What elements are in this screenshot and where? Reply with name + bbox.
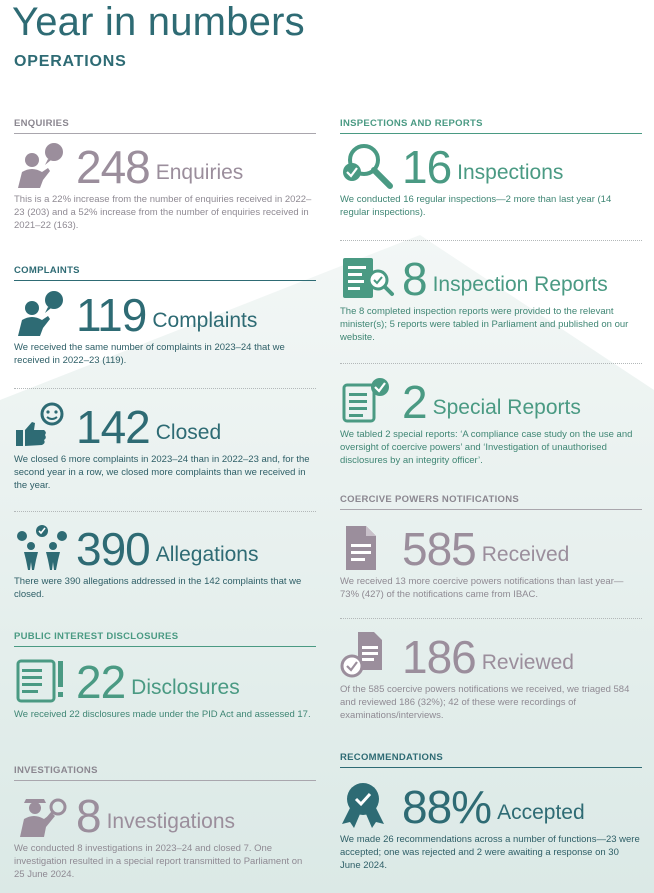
investigations-number: 8	[76, 790, 101, 842]
stat-accepted	[340, 782, 642, 872]
section-recommendations: RECOMMENDATIONS	[340, 752, 642, 768]
documents-check-icon	[340, 632, 402, 680]
section-inspections: INSPECTIONS AND REPORTS	[340, 118, 642, 134]
allegations-label: Allegations	[155, 543, 259, 566]
reviewed-desc: Of the 585 coercive powers notifications we received, we triaged 584 and reviewed 186 (32%); 42 of these were recordings of examinations/interviews.	[340, 684, 630, 721]
disclosures-number: 22	[76, 656, 126, 708]
reviewed-number: 186	[402, 631, 476, 683]
person-speech-icon	[14, 290, 76, 338]
allegations-desc: There were 390 allegations addressed in the 142 complaints that we closed.	[14, 576, 302, 600]
special-reports-label: Special Reports	[432, 396, 581, 419]
section-enquiries: ENQUIRIES	[14, 118, 316, 134]
stat-disclosures	[14, 657, 316, 721]
disclosures-desc: We received 22 disclosures made under the PID Act and assessed 17.	[14, 709, 311, 720]
award-ribbon-icon	[340, 782, 402, 830]
detective-icon	[14, 791, 76, 839]
inspection-reports-label: Inspection Reports	[432, 273, 608, 296]
complaints-number: 119	[76, 289, 147, 341]
complaints-desc: We received the same number of complaints in 2023–24 that we received in 2022–23 (119).	[14, 342, 285, 366]
enquiries-label: Enquiries	[155, 161, 244, 184]
person-speech-icon	[14, 142, 76, 190]
special-reports-number: 2	[402, 376, 427, 428]
scroll-check-icon	[340, 377, 402, 425]
stat-enquiries	[14, 142, 316, 232]
inspections-number: 16	[402, 141, 452, 193]
divider	[340, 618, 642, 619]
stat-reviewed	[340, 632, 642, 722]
special-reports-desc: We tabled 2 special reports: ‘A compliance case study on the use and oversight of coercive powers’ and ‘Investigation of unauthorised disclosures by an integrity officer’.	[340, 429, 633, 466]
divider	[14, 388, 316, 389]
investigations-desc: We conducted 8 investigations in 2023–24 and closed 7. One investigation resulted in a special report transmitted to Parliament on 25 June 2024.	[14, 843, 303, 880]
divider	[340, 240, 642, 241]
received-number: 585	[402, 523, 476, 575]
accepted-desc: We made 26 recommendations across a number of functions—23 were accepted; one was rejected and 2 were awaiting a response on 30 June 2024.	[340, 834, 640, 871]
reviewed-label: Reviewed	[481, 651, 574, 674]
section-investigations: INVESTIGATIONS	[14, 765, 316, 781]
complaints-label: Complaints	[152, 309, 258, 332]
stat-received	[340, 524, 642, 601]
received-desc: We received 13 more coercive powers notifications than last year—73% (427) of the notifications came from IBAC.	[340, 576, 624, 600]
stat-inspection-reports	[340, 254, 642, 344]
stat-allegations	[14, 524, 316, 601]
accepted-number: 88%	[402, 781, 492, 833]
stat-closed	[14, 402, 316, 492]
document-icon	[340, 524, 402, 572]
closed-desc: We closed 6 more complaints in 2023–24 than in 2022–23 and, for the second year in a row, we closed more complaints than we received in the year.	[14, 454, 310, 491]
stat-inspections	[340, 142, 642, 219]
stat-complaints	[14, 290, 316, 367]
scroll-exclamation-icon	[14, 657, 76, 705]
people-check-icon	[14, 524, 76, 572]
divider	[340, 363, 642, 364]
enquiries-number: 248	[76, 141, 150, 193]
stat-investigations	[14, 791, 316, 881]
disclosures-label: Disclosures	[131, 676, 240, 699]
allegations-number: 390	[76, 523, 150, 575]
inspections-desc: We conducted 16 regular inspections—2 more than last year (14 regular inspections).	[340, 194, 612, 218]
investigations-label: Investigations	[106, 810, 236, 833]
stat-special-reports	[340, 377, 642, 467]
page-subtitle: OPERATIONS	[14, 53, 127, 70]
section-coercive: COERCIVE POWERS NOTIFICATIONS	[340, 494, 642, 510]
enquiries-desc: This is a 22% increase from the number of enquiries received in 2022–23 (203) and a 52% increase from the number of enquiries received in 2021–22 (163).	[14, 194, 312, 231]
inspections-label: Inspections	[457, 161, 564, 184]
accepted-label: Accepted	[497, 801, 585, 824]
closed-label: Closed	[155, 421, 222, 444]
section-pid: PUBLIC INTEREST DISCLOSURES	[14, 631, 316, 647]
thumbs-up-smiley-icon	[14, 402, 76, 450]
received-label: Received	[481, 543, 570, 566]
section-complaints: COMPLAINTS	[14, 265, 316, 281]
inspection-reports-desc: The 8 completed inspection reports were provided to the relevant minister(s); 5 reports were tabled in Parliament and published on our website.	[340, 306, 629, 343]
page-title: Year in numbers	[12, 0, 305, 44]
closed-number: 142	[76, 401, 150, 453]
inspection-reports-number: 8	[402, 253, 427, 305]
divider	[14, 511, 316, 512]
report-magnifier-icon	[340, 254, 402, 302]
magnifier-check-icon	[340, 142, 402, 190]
